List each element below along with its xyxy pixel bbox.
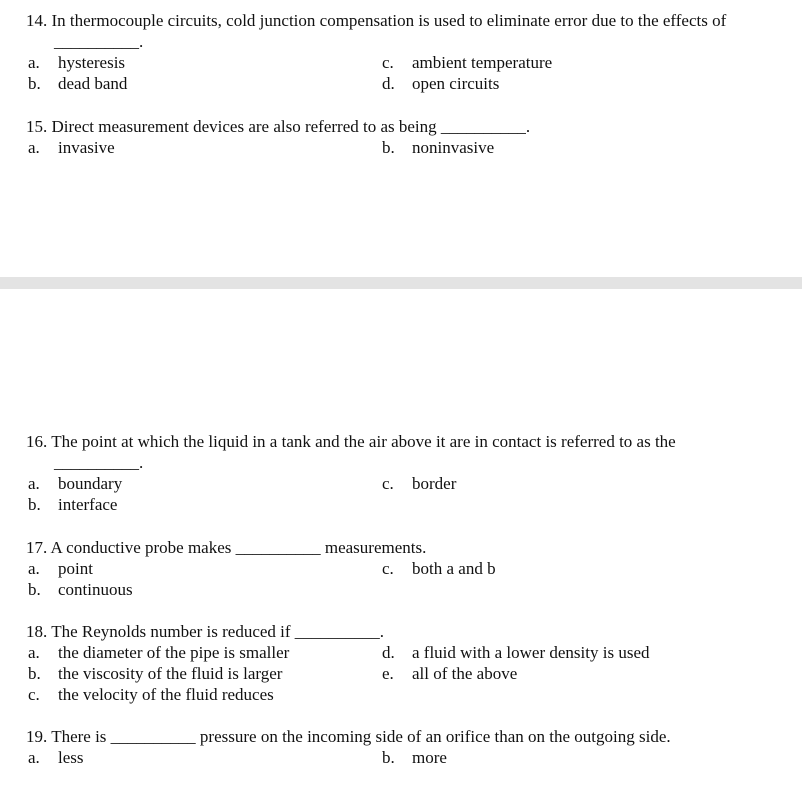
option-letter: b.	[382, 138, 395, 157]
question-18-option-d	[382, 642, 650, 663]
question-18-option-b	[28, 663, 282, 684]
question-14-option-b	[28, 73, 127, 94]
option-letter: c.	[382, 474, 394, 493]
option-letter: a.	[28, 748, 40, 767]
question-17-stem: 17. A conductive probe makes __________ measurements.	[26, 538, 427, 557]
option-letter: b.	[28, 74, 41, 93]
option-text: a fluid with a lower density is used	[412, 643, 650, 662]
option-text: point	[58, 559, 93, 578]
question-14-option-d	[382, 73, 499, 94]
option-letter: a.	[28, 53, 40, 72]
option-text: dead band	[58, 74, 128, 93]
question-16-blank: __________.	[54, 453, 144, 472]
option-letter: a.	[28, 474, 40, 493]
question-16-option-a	[28, 473, 122, 494]
question-15-stem: 15. Direct measurement devices are also referred to as being __________.	[26, 117, 531, 136]
option-letter: a.	[28, 138, 40, 157]
question-16-stem: 16. The point at which the liquid in a tank and the air above it are in contact is referred to as the	[26, 432, 676, 451]
option-letter: e.	[382, 664, 394, 683]
option-letter: d.	[382, 643, 395, 662]
option-text: more	[412, 748, 447, 767]
option-text: less	[58, 748, 84, 767]
option-text: all of the above	[412, 664, 518, 683]
question-18-option-c	[28, 684, 274, 705]
question-15-option-a	[28, 137, 115, 158]
question-19-option-b	[382, 747, 447, 768]
question-17-option-c	[382, 558, 496, 579]
question-19-stem: 19. There is __________ pressure on the incoming side of an orifice than on the outgoing side.	[26, 727, 671, 746]
option-text: the diameter of the pipe is smaller	[58, 643, 290, 662]
question-17-option-b	[28, 579, 133, 600]
question-14-stem: 14. In thermocouple circuits, cold junction compensation is used to eliminate error due to the effects of	[26, 11, 727, 30]
option-text: noninvasive	[412, 138, 495, 157]
option-text: both a and b	[412, 559, 496, 578]
question-14-option-c	[382, 52, 552, 73]
question-18-option-a	[28, 642, 289, 663]
option-text: border	[412, 474, 457, 493]
page-break-divider	[0, 277, 802, 289]
option-text: the viscosity of the fluid is larger	[58, 664, 283, 683]
question-18-option-e	[382, 663, 517, 684]
option-text: interface	[58, 495, 118, 514]
option-text: the velocity of the fluid reduces	[58, 685, 274, 704]
option-text: ambient temperature	[412, 53, 553, 72]
option-letter: a.	[28, 559, 40, 578]
option-text: continuous	[58, 580, 133, 599]
option-letter: b.	[28, 580, 41, 599]
option-letter: b.	[382, 748, 395, 767]
option-text: open circuits	[412, 74, 500, 93]
option-letter: b.	[28, 664, 41, 683]
option-letter: b.	[28, 495, 41, 514]
question-16-option-c	[382, 473, 456, 494]
option-letter: c.	[28, 685, 40, 704]
option-text: boundary	[58, 474, 123, 493]
option-text: invasive	[58, 138, 115, 157]
question-15-option-b	[382, 137, 494, 158]
question-18-stem: 18. The Reynolds number is reduced if __________.	[26, 622, 385, 641]
option-letter: a.	[28, 643, 40, 662]
option-letter: c.	[382, 53, 394, 72]
option-letter: c.	[382, 559, 394, 578]
question-14-blank: __________.	[54, 32, 144, 51]
question-17-option-a	[28, 558, 93, 579]
question-19-option-a	[28, 747, 84, 768]
question-14-option-a	[28, 52, 125, 73]
option-text: hysteresis	[58, 53, 126, 72]
option-letter: d.	[382, 74, 395, 93]
question-16-option-b	[28, 494, 117, 515]
